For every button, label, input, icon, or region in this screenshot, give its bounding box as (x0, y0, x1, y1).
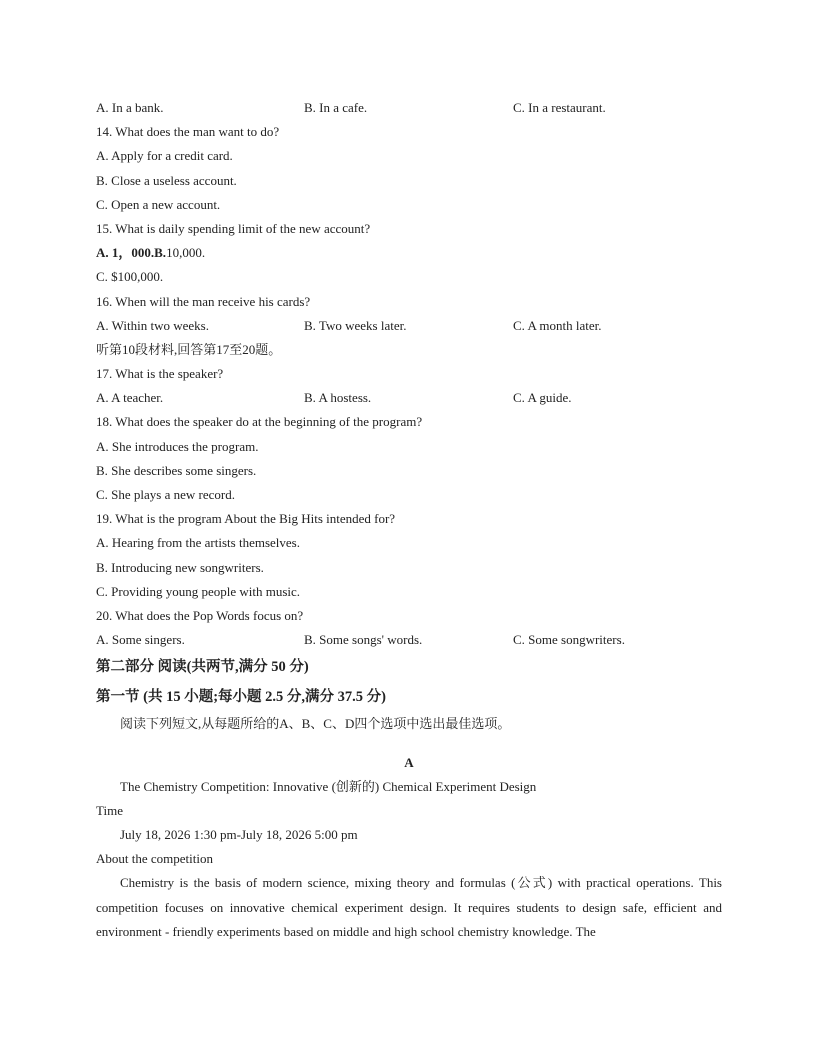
q14-option-a[interactable]: A. Apply for a credit card. (96, 148, 233, 164)
option-c[interactable]: C. A month later. (513, 317, 602, 333)
option-a[interactable]: A. Some singers. (96, 632, 185, 648)
q18-option-b[interactable]: B. She describes some singers. (96, 462, 257, 478)
q20-options (96, 628, 722, 652)
q15-option-a[interactable] (96, 241, 722, 265)
section1-heading: 第一节 (共 15 小题;每小题 2.5 分,满分 37.5 分) (96, 689, 386, 706)
q15-option-a-bold: A. 1，000.B. (96, 245, 167, 261)
q14-option-b[interactable]: B. Close a useless account. (96, 172, 237, 188)
option-c[interactable]: C. In a restaurant. (513, 100, 606, 115)
question-19: 19. What is the program About the Big Hits intended for? (96, 511, 396, 527)
option-a[interactable]: A. A teacher. (96, 390, 164, 406)
passage-title: The Chemistry Competition: Innovative (创新的) Chemical Experiment Design (120, 778, 537, 794)
spacer (96, 737, 722, 751)
q19-option-b[interactable]: B. Introducing new songwriters. (96, 559, 264, 575)
question-16: 16. When will the man receive his cards? (96, 293, 311, 309)
option-b[interactable]: B. Two weeks later. (304, 317, 407, 333)
time-value: July 18, 2026 1:30 pm-July 18, 2026 5:00 pm (120, 827, 358, 843)
q18-option-c[interactable]: C. She plays a new record. (96, 487, 235, 502)
about-label: About the competition (96, 851, 213, 867)
exam-page (96, 96, 722, 945)
option-c[interactable]: C. A guide. (513, 390, 572, 406)
question-20: 20. What does the Pop Words focus on? (96, 607, 304, 623)
q18-option-a[interactable]: A. She introduces the program. (96, 438, 259, 454)
q19-option-c[interactable]: C. Providing young people with music. (96, 583, 301, 599)
option-a[interactable]: A. In a bank. (96, 100, 164, 115)
reading-instruction: 阅读下列短文,从每题所给的A、B、C、D四个选项中选出最佳选项。 (120, 716, 511, 732)
option-b[interactable]: B. A hostess. (304, 390, 372, 406)
q16-options (96, 314, 722, 338)
q17-options (96, 386, 722, 410)
question-17: 17. What is the speaker? (96, 366, 224, 382)
option-b[interactable]: B. Some songs' words. (304, 632, 423, 648)
q19-option-a[interactable]: A. Hearing from the artists themselves. (96, 535, 300, 551)
q15-option-a-rest: 10,000. (166, 245, 206, 261)
question-18: 18. What does the speaker do at the beginning of the program? (96, 414, 423, 430)
option-a[interactable]: A. Within two weeks. (96, 317, 209, 333)
question-15: 15. What is daily spending limit of the new account? (96, 220, 371, 236)
q13-options (96, 96, 722, 120)
section10-instruction: 听第10段材料,回答第17至20题。 (96, 341, 282, 357)
question-14: 14. What does the man want to do? (96, 124, 280, 140)
option-c[interactable]: C. Some songwriters. (513, 632, 625, 648)
q15-option-c[interactable]: C. $100,000. (96, 269, 164, 285)
q14-option-c[interactable]: C. Open a new account. (96, 196, 221, 212)
passage-letter: A (404, 754, 414, 770)
part2-heading: 第二部分 阅读(共两节,满分 50 分) (96, 659, 309, 676)
about-paragraph: Chemistry is the basis of modern science, mixing theory and formulas (公式) with practical operations. This competition focuses on innovative chemical experiment design. It requires students to design safe, efficient and environment - friendly experiments based on middle and high school chemistry knowledge. The (96, 875, 722, 940)
time-label: Time (96, 802, 123, 818)
option-b[interactable]: B. In a cafe. (304, 100, 368, 115)
